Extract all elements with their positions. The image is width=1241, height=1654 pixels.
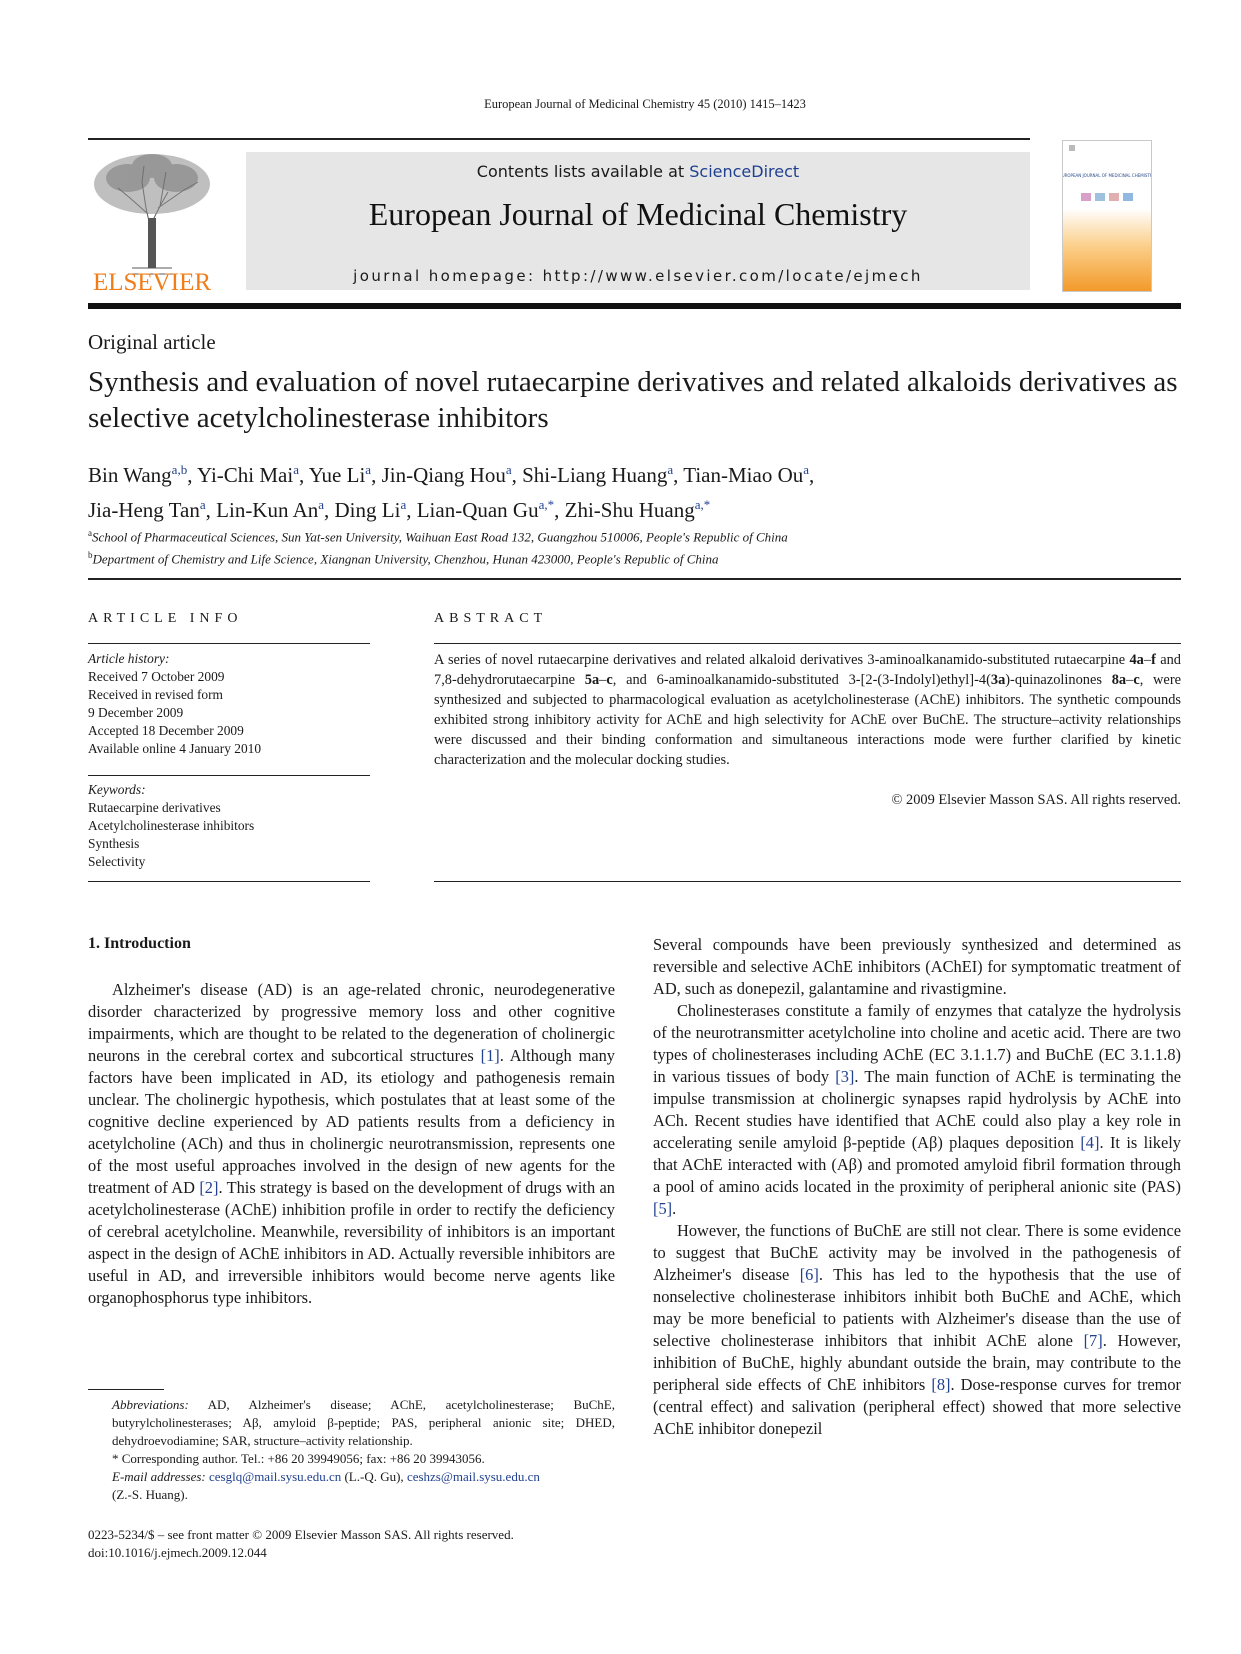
article-title: Synthesis and evaluation of novel rutaecarpine derivatives and related alkaloids derivatives as selective acetylcholinesterase inhibitors (88, 366, 1178, 434)
email-footnote: E-mail addresses: cesglq@mail.sysu.edu.cn (L.-Q. Gu), ceshzs@mail.sysu.edu.cn (Z.-S. Huang). (112, 1469, 540, 1502)
author-name: Tian-Miao Ou (683, 463, 804, 487)
sciencedirect-link[interactable]: ScienceDirect (689, 162, 800, 181)
svg-text:EUROPEAN JOURNAL OF MEDICINAL: EUROPEAN JOURNAL OF MEDICINAL CHEMISTRY (1063, 173, 1151, 178)
keywords-label: Keywords: (88, 782, 146, 797)
author-affiliation-mark[interactable]: a (318, 497, 325, 512)
contents-line (246, 162, 1030, 181)
elsevier-tree-icon (88, 148, 216, 296)
history-item: Available online 4 January 2010 (88, 741, 262, 756)
svg-text:ELSEVIER: ELSEVIER (92, 269, 212, 296)
issn-line: 0223-5234/$ – see front matter © 2009 Elsevier Masson SAS. All rights reserved. (88, 1527, 514, 1542)
reference-link[interactable]: [1] (480, 1046, 500, 1065)
doi-line[interactable]: doi:10.1016/j.ejmech.2009.12.044 (88, 1545, 267, 1560)
author-name: Shi-Liang Huang (522, 463, 668, 487)
body-column-right (653, 934, 1181, 1440)
reference-link[interactable]: [7] (1083, 1331, 1103, 1350)
abstract-text: A series of novel rutaecarpine derivatives and related alkaloid derivatives 3-aminoalkanamido-substituted rutaecarpine 4a–f and 7,8-dehydrorutaecarpine 5a–c, and 6-aminoalkanamido-substituted 3-[2-(3-Indolyl)ethyl]-4(3a)-quinazolinones 8a–c, were synthesized and subjected to pharmacological evaluation as acetylcholinesterase (AChE) inhibitors. The synthetic compounds exhibited strong inhibitory activity for AChE and high selectivity for AChE over BuChE. The structure–activity relationships were discussed and their binding conformation and simultaneous interactions mode were further clarified by kinetic characterization and the molecular docking studies. (434, 652, 1182, 768)
reference-link[interactable]: [4] (1080, 1133, 1100, 1152)
corresponding-author-footnote: * Corresponding author. Tel.: +86 20 39949056; fax: +86 20 39943056. (112, 1451, 485, 1466)
paragraph: Alzheimer's disease (AD) is an age-related chronic, neurodegenerative disorder characterized by progressive memory loss and other cognitive impairments, which are thought to be related to the degeneration of cholinergic neurons in the cerebral cortex and subcortical structures [1]. Although many factors have been implicated in AD, its etiology and pathogenesis remain unclear. The cholinergic hypothesis, which postulates that at least some of the cognitive decline experienced by AD patients results from a deficiency in acetylcholine (ACh) and thus in cholinergic neurotransmission, represents one of the most useful approaches involved in the design of new agents for the treatment of AD [2]. This strategy is based on the development of drugs with an acetylcholinesterase (AChE) inhibition profile in order to rectify the deficiency of cerebral acetylcholine. Meanwhile, reversibility of inhibitors is an important aspect in the design of AChE inhibitors in AD. Actually reversible inhibitors are useful in AD, and irreversible inhibitors would become nerve agents like organophosphorus type inhibitors. (88, 980, 615, 1307)
article-type: Original article (88, 330, 216, 354)
reference-link[interactable]: [5] (653, 1199, 673, 1218)
footnotes (88, 1396, 615, 1504)
affiliation-text: School of Pharmaceutical Sciences, Sun Yat-sen University, Waihuan East Road 132, Guangzhou 510006, People's Republic of China (92, 529, 788, 545)
history-item: 9 December 2009 (88, 705, 184, 720)
keyword: Selectivity (88, 854, 146, 869)
affiliation-rule (88, 578, 1181, 580)
author-affiliation-mark[interactable]: a,b (171, 462, 188, 477)
keyword: Acetylcholinesterase inhibitors (88, 818, 255, 833)
contents-prefix: Contents lists available at (476, 162, 690, 181)
keyword: Synthesis (88, 836, 140, 851)
history-item: Accepted 18 December 2009 (88, 723, 244, 738)
affiliations (88, 524, 1188, 569)
reference-link[interactable]: [6] (799, 1265, 819, 1284)
abstract-heading: ABSTRACT (434, 611, 548, 626)
affiliation-mark: a (88, 528, 92, 538)
paragraph: However, the functions of BuChE are still not clear. There is some evidence to suggest that BuChE activity may be involved in the pathogenesis of Alzheimer's disease [6]. This has led to the hypothesis that the use of nonselective cholinesterase inhibitors inhibit both BuChE and AChE, which may be more beneficial to patients with Alzheimer's disease than the use of selective cholinesterase inhibitors that inhibit AChE alone [7]. However, inhibition of BuChE, highly abundant outside the brain, may contribute to the peripheral side effects of ChE inhibitors [8]. Dose-response curves for tremor (central effect) and salivation (peripheral effect) showed that more selective AChE inhibitor donepezil (653, 1221, 1182, 1438)
author-affiliation-mark[interactable]: a,* (694, 497, 711, 512)
author-name: Jia-Heng Tan (88, 498, 200, 522)
author-name: Lin-Kun An (216, 498, 319, 522)
abbreviations-footnote: Abbreviations: AD, Alzheimer's disease; AChE, acetylcholinesterase; BuChE, butyrylcholinesterases; Aβ, amyloid β-peptide; PAS, peripheral anionic site; DHED, dehydroevodiamine; SAR, structure–activity relationship. (112, 1397, 615, 1448)
header-thick-rule (88, 303, 1181, 309)
reference-link[interactable]: [2] (199, 1178, 219, 1197)
paragraph: Several compounds have been previously synthesized and determined as reversible and selective AChE inhibitors (AChEI) for symptomatic treatment of AD, such as donepezil, galantamine and rivastigmine. (653, 935, 1181, 998)
author-name: Yue Li (308, 463, 366, 487)
divider (434, 643, 1181, 644)
history-item: Received 7 October 2009 (88, 669, 225, 684)
author-name: Jin-Qiang Hou (381, 463, 506, 487)
journal-title: European Journal of Medicinal Chemistry (368, 196, 908, 232)
author-name: Ding Li (334, 498, 401, 522)
email-link[interactable]: cesglq@mail.sysu.edu.cn (209, 1469, 342, 1484)
author-affiliation-mark[interactable]: a (505, 462, 512, 477)
author-name: Zhi-Shu Huang (564, 498, 695, 522)
footnote-rule (88, 1389, 164, 1390)
author-affiliation-mark[interactable]: a (803, 462, 810, 477)
affiliation-a (88, 524, 1188, 546)
keyword: Rutaecarpine derivatives (88, 800, 221, 815)
article-info-heading: ARTICLE INFO (88, 611, 243, 626)
author-affiliation-mark[interactable]: a (400, 497, 407, 512)
reference-link[interactable]: [3] (835, 1067, 855, 1086)
divider (88, 775, 370, 776)
divider (88, 643, 370, 644)
body-column-left (88, 979, 615, 1309)
author-affiliation-mark[interactable]: a (365, 462, 372, 477)
affiliation-b (88, 546, 1188, 568)
article-history (88, 650, 370, 758)
reference-link[interactable]: [8] (931, 1375, 951, 1394)
journal-cover-thumbnail (1062, 140, 1152, 292)
section-heading: 1. Introduction (88, 935, 191, 952)
author-affiliation-mark[interactable]: a,* (538, 497, 555, 512)
author-affiliation-mark[interactable]: a (293, 462, 299, 477)
journal-citation: European Journal of Medicinal Chemistry 45 (2010) 1415–1423 (484, 97, 806, 111)
paragraph: Cholinesterases constitute a family of enzymes that catalyze the hydrolysis of the neurotransmitter acetylcholine into choline and acetic acid. There are two types of cholinesterases including AChE (EC 3.1.1.7) and BuChE (EC 3.1.1.8) in various tissues of body [3]. The main function of AChE is terminating the impulse transmission at cholinergic synapses rapid hydrolysis by AChE into ACh. Recent studies have identified that AChE could also play a key role in accelerating senile amyloid β-peptide (Aβ) plaques deposition [4]. It is likely that AChE interacted with (Aβ) and promoted amyloid fibril formation through a pool of amino acids located in the proximity of peripheral anionic site (PAS) [5]. (653, 1001, 1182, 1218)
journal-homepage-link[interactable]: journal homepage: http://www.elsevier.com/locate/ejmech (353, 267, 923, 285)
author-name: Lian-Quan Gu (416, 498, 539, 522)
front-matter-info (88, 1526, 688, 1562)
author-list: Bin Wang$^{a,b}$, Yi-Chi Mai$^a$, Yue Li$^a$, Jin-Qiang Hou$^a$, Shi-Liang Huang$^a$, Tian-Miao Ou$^a$, Jia-Heng Tan$^a$, Lin-Kun An$^a$, Ding Li$^a$, Lian-Quan $Gu^{a,*}$, Zhi-Shu Huang$^{a,*}$ (88, 462, 815, 522)
author-affiliation-mark[interactable]: a (667, 462, 674, 477)
history-label: Article history: (88, 651, 170, 666)
keywords (88, 781, 370, 871)
elsevier-logo (88, 148, 216, 296)
author-name: Bin Wang (88, 463, 172, 487)
affiliation-mark: b (88, 550, 93, 561)
author-affiliation-mark[interactable]: a (199, 497, 206, 512)
affiliation-text: Department of Chemistry and Life Science, Xiangnan University, Chenzhou, Hunan 423000, People's Republic of China (92, 551, 719, 567)
header-top-rule (88, 138, 1030, 140)
email-link[interactable]: ceshzs@mail.sysu.edu.cn (406, 1469, 540, 1484)
history-item: Received in revised form (88, 687, 223, 702)
author-name: Yi-Chi Mai (196, 463, 294, 487)
divider (88, 881, 370, 882)
abstract-copyright: © 2009 Elsevier Masson SAS. All rights reserved. (891, 792, 1181, 808)
journal-banner (246, 152, 1030, 290)
divider (434, 881, 1181, 882)
